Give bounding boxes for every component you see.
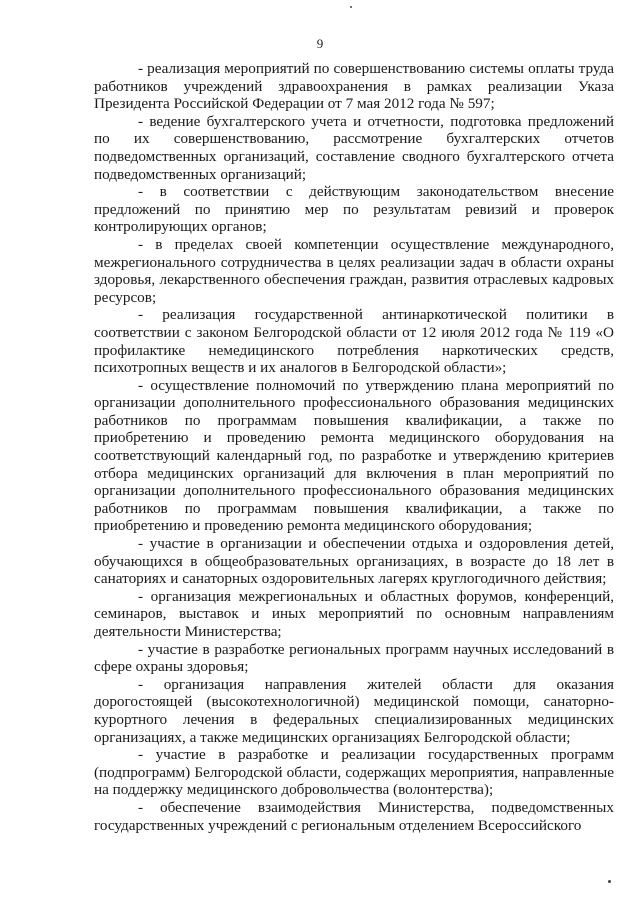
scan-speck xyxy=(350,6,352,8)
paragraph: - реализация государственной антинаркотической политики в соответствии с законом Белгородской области от 12 июля 2012 года № 119 «О профилактике немедицинского потребления наркотических средств, психотропных веществ и их аналогов в Белгородской области»; xyxy=(94,306,614,377)
paragraph: - обеспечение взаимодействия Министерства, подведомственных государственных учреждений с региональным отделением Всероссийского xyxy=(94,798,614,834)
paragraph: - организация направления жителей области для оказания дорогостоящей (высокотехнологичной) медицинской помощи, санаторно-курортного лечения в федеральных специализированных медицинских организациях, а также медицинских организациях Белгородской области; xyxy=(94,675,614,746)
document-body xyxy=(94,60,614,834)
paragraph: - реализация мероприятий по совершенствованию системы оплаты труда работников учреждений здравоохранения в рамках реализации Указа Президента Российской Федерации от 7 мая 2012 года № 597; xyxy=(94,60,614,113)
page-number: 9 xyxy=(316,36,324,51)
paragraph: - участие в разработке и реализации государственных программ (подпрограмм) Белгородской области, содержащих мероприятия, направленные на поддержку медицинского добровольчества (волонтерства); xyxy=(94,746,614,799)
paragraph: - в соответствии с действующим законодательством внесение предложений по принятию мер по результатам ревизий и проверок контролирующих органов; xyxy=(94,183,614,236)
scan-speck xyxy=(608,880,611,883)
paragraph: - осуществление полномочий по утверждению плана мероприятий по организации дополнительного профессионального образования медицинских работников по программам повышения квалификации, а также по приобретению и проведению ремонта медицинского оборудования на соответствующий календарный год, по разработке и утверждению критериев отбора медицинских организаций для включения в план мероприятий по организации дополнительного профессионального образования медицинских работников по программам повышения квалификации, а также по приобретению и проведению ремонта медицинского оборудования; xyxy=(94,376,614,535)
paragraph: - участие в разработке региональных программ научных исследований в сфере охраны здоровья; xyxy=(94,640,614,676)
paragraph: - организация межрегиональных и областных форумов, конференций, семинаров, выставок и иных мероприятий по основным направлениям деятельности Министерства; xyxy=(94,587,614,640)
paragraph: - ведение бухгалтерского учета и отчетности, подготовка предложений по их совершенствованию, рассмотрение бухгалтерских отчетов подведомственных организаций, составление сводного бухгалтерского отчета подведомственных организаций; xyxy=(94,112,614,183)
paragraph: - в пределах своей компетенции осуществление международного, межрегионального сотрудничества в целях реализации задач в области охраны здоровья, лекарственного обеспечения граждан, развития отраслевых кадровых ресурсов; xyxy=(94,235,614,306)
paragraph: - участие в организации и обеспечении отдыха и оздоровления детей, обучающихся в общеобразовательных организациях, в возрасте до 18 лет в санаториях и санаторных оздоровительных лагерях круглогодичного действия; xyxy=(94,535,614,588)
